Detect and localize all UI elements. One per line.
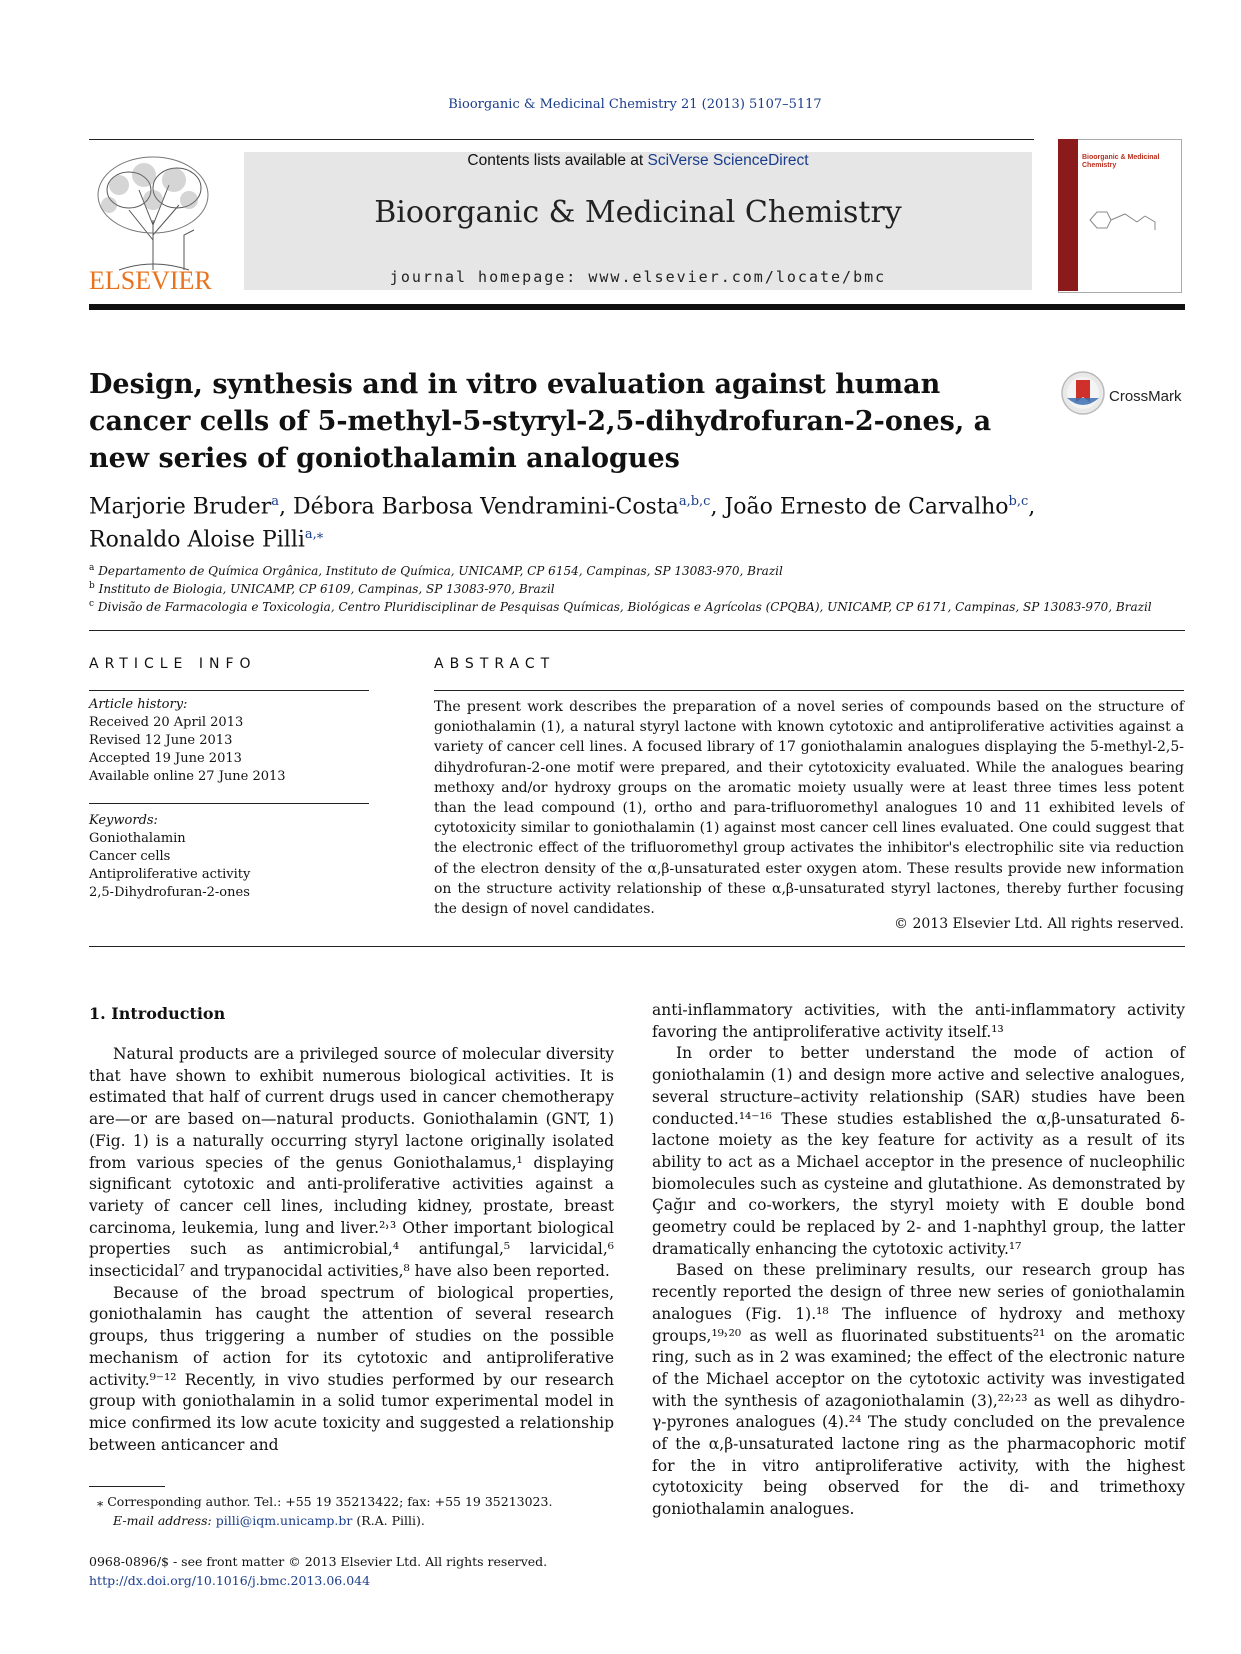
affiliation-key: b xyxy=(89,581,95,591)
affiliation-text: Instituto de Biologia, UNICAMP, CP 6109, Campinas, SP 13083-970, Brazil xyxy=(98,582,555,596)
divider xyxy=(89,630,1185,631)
journal-homepage[interactable]: journal homepage: www.elsevier.com/locate/bmc xyxy=(389,268,887,286)
keyword: Antiproliferative activity xyxy=(89,867,251,882)
issn-text: 0968-0896/$ - see front matter © 2013 Elsevier Ltd. All rights reserved. xyxy=(89,1554,548,1569)
journal-title: Bioorganic & Medicinal Chemistry xyxy=(374,195,902,230)
footnote-rule xyxy=(89,1486,165,1487)
header-rule xyxy=(89,139,1034,140)
keyword: Goniothalamin xyxy=(89,831,186,846)
author-affil[interactable]: a xyxy=(271,494,280,509)
paragraph: Based on these preliminary results, our research group has recently reported the design of three new series of goniothalamin analogues (Fig. 1).¹⁸ The influence of hydroxy and methoxy groups,¹⁹˒²⁰ as well as fluorinated substituents²¹ on the aromatic ring, such as in 2 was examined; the effect of the electronic nature of the Michael acceptor on the cytotoxic activity was investigated with the synthesis of azagoniothalamin (3),²²˒²³ as well as dihydro-γ-pyrones analogues (4).²⁴ The study concluded on the prevalence of the α,β-unsaturated lactone ring as the pharmacophoric motif for the in vitro antiproliferative activity, with the highest cytotoxicity being observed for the di- and trimethoxy goniothalamin analogues. xyxy=(652,1261,1185,1519)
affiliation-key: a xyxy=(89,563,95,573)
sciencedirect-link[interactable]: SciVerse ScienceDirect xyxy=(647,152,809,169)
article-title: Design, synthesis and in vitro evaluation against human cancer cells of 5-methyl-5-styryl-2,5-dihydrofuran-2-ones, a new series of goniothalamin analogues xyxy=(89,369,992,474)
author-name[interactable]: Débora Barbosa Vendramini-Costa xyxy=(293,494,679,520)
history-item: Revised 12 June 2013 xyxy=(89,733,233,748)
divider xyxy=(89,946,1185,947)
affiliation-text: Divisão de Farmacologia e Toxicologia, Centro Pluridisciplinar de Pesquisas Químicas, Biológicas e Agrícolas (CPQBA), UNICAMP, CP 6171, Campinas, SP 13083-970, Brazil xyxy=(97,600,1152,614)
history-label: Article history: xyxy=(89,697,188,712)
corresponding-text: ⁎ Corresponding author. Tel.: +55 19 35213422; fax: +55 19 35213023. xyxy=(97,1494,553,1509)
left-column xyxy=(89,1044,614,1456)
email-label: E-mail address: xyxy=(113,1513,216,1528)
author-list xyxy=(89,488,1089,555)
journal-citation[interactable]: Bioorganic & Medicinal Chemistry 21 (2013) 5107–5117 xyxy=(448,97,822,112)
paragraph: Because of the broad spectrum of biological properties, goniothalamin has caught the attention of several research groups, thus triggering a number of studies on the possible mechanism of action for its cytotoxic and antiproliferative activity.⁹⁻¹² Recently, in vivo studies performed by our research group with goniothalamin in a solid tumor experimental model in mice confirmed its low acute toxicity and suggested a relationship between anticancer and xyxy=(89,1283,614,1454)
keyword: 2,5-Dihydrofuran-2-ones xyxy=(89,885,250,900)
paragraph: anti-inflammatory activities, with the anti-inflammatory activity favoring the antiproliferative activity itself.¹³ xyxy=(652,1001,1185,1041)
author-name[interactable]: Marjorie Bruder xyxy=(89,494,272,520)
article-info-heading: ARTICLE INFO xyxy=(89,656,257,672)
abstract-heading: ABSTRACT xyxy=(434,656,556,672)
keywords xyxy=(89,812,369,902)
issn-note xyxy=(89,1552,649,1590)
doi-link[interactable]: http://dx.doi.org/10.1016/j.bmc.2013.06.044 xyxy=(89,1573,371,1588)
author-sep: , xyxy=(279,494,294,520)
crossmark-label[interactable]: CrossMark xyxy=(1109,388,1182,405)
author-affil[interactable]: b,c xyxy=(1008,494,1029,509)
cover-title: Bioorganic & Medicinal Chemistry xyxy=(1082,154,1160,169)
author-name[interactable]: Ronaldo Aloise Pilli xyxy=(89,527,305,553)
history-item: Received 20 April 2013 xyxy=(89,715,244,730)
history-item: Accepted 19 June 2013 xyxy=(89,751,242,766)
email-link[interactable]: pilli@iqm.unicamp.br xyxy=(215,1513,353,1528)
paragraph: In order to better understand the mode of action of goniothalamin (1) and design more active and selective analogues, several structure–activity relationship (SAR) studies have been conducted.¹⁴⁻¹⁶ These studies established the α,β-unsaturated δ-lactone moiety as the key feature for activity as a result of its ability to act as a Michael acceptor in the presence of nucleophilic biomolecules such as cysteine and glutathione. As demonstrated by Çağır and co-workers, the styryl moiety with E double bond geometry could be replaced by 2- and 1-naphthyl group, the latter dramatically enhancing the cytotoxic activity.¹⁷ xyxy=(652,1044,1185,1258)
affiliation-key: c xyxy=(89,599,95,609)
contents-prefix: Contents lists available at xyxy=(467,152,648,169)
cover-structure-icon xyxy=(1085,200,1165,240)
contents-line xyxy=(244,152,1032,170)
affiliation-text: Departamento de Química Orgânica, Instituto de Química, UNICAMP, CP 6154, Campinas, SP 13083-970, Brazil xyxy=(98,564,783,578)
history-item: Available online 27 June 2013 xyxy=(89,769,286,784)
divider xyxy=(89,690,369,691)
divider xyxy=(89,803,369,804)
affiliation xyxy=(89,599,1189,614)
section-title: 1. Introduction xyxy=(89,1004,226,1023)
cover-band xyxy=(1058,139,1078,291)
author-sep: , xyxy=(710,494,725,520)
header-thick-rule xyxy=(89,304,1185,310)
affiliation xyxy=(89,563,1189,578)
email-line xyxy=(89,1511,649,1530)
author-name[interactable]: João Ernesto de Carvalho xyxy=(724,494,1009,520)
paragraph: Natural products are a privileged source of molecular diversity that have shown to exhibit numerous biological activities. It is estimated that half of current drugs used in cancer chemotherapy are—or are based on—natural products. Goniothalamin (GNT, 1) (Fig. 1) is a naturally occurring styryl lactone originally isolated from various species of the genus Goniothalamus,¹ displaying significant cytotoxic and anti-proliferative activities against a variety of cancer cell lines, including kidney, prostate, breast carcinoma, leukemia, lung and liver.²˒³ Other important biological properties such as antimicrobial,⁴ antifungal,⁵ larvicidal,⁶ insecticidal⁷ and trypanocidal activities,⁸ have also been reported. xyxy=(89,1045,614,1281)
keywords-label: Keywords: xyxy=(89,813,158,828)
author-affil[interactable]: a,⁎ xyxy=(304,527,324,543)
right-column xyxy=(652,1000,1185,1521)
abstract-copyright: © 2013 Elsevier Ltd. All rights reserved. xyxy=(894,916,1184,932)
author-sep: , xyxy=(1028,494,1036,520)
author-affil[interactable]: a,b,c xyxy=(678,494,711,509)
affiliation xyxy=(89,581,1189,596)
article-history xyxy=(89,696,369,786)
elsevier-wordmark: ELSEVIER xyxy=(89,266,212,295)
keyword: Cancer cells xyxy=(89,849,171,864)
email-suffix: (R.A. Pilli). xyxy=(352,1513,425,1528)
crossmark-icon[interactable] xyxy=(1060,370,1106,416)
corresponding-author-note xyxy=(89,1492,649,1530)
divider xyxy=(434,690,1184,691)
abstract-text: The present work describes the preparation of a novel series of compounds based on the structure of goniothalamin (1), a natural styryl lactone with known cytotoxic and antiproliferative activities against a variety of cancer cell lines. A focused library of 17 goniothalamin analogues displaying the 5-methyl-2,5-dihydrofuran-2-one motif were prepared, and their cytotoxicity evaluated. While the analogues bearing methoxy and/or hydroxy groups on the aromatic moiety usually were at least three times less potent than the lead compound (1), ortho and para-trifluoromethyl analogues 10 and 11 exhibited levels of cytotoxicity similar to goniothalamin (1) against most cancer cell lines evaluated. One could suggest that the electronic effect of the trifluoromethyl group activates the inhibitor's electrophilic site via reduction of the electron density of the α,β-unsaturated ester oxygen atom. These results provide new information on the structure activity relationship of these α,β-unsaturated styryl lactones, thereby further focusing the design of novel candidates. xyxy=(434,699,1184,918)
